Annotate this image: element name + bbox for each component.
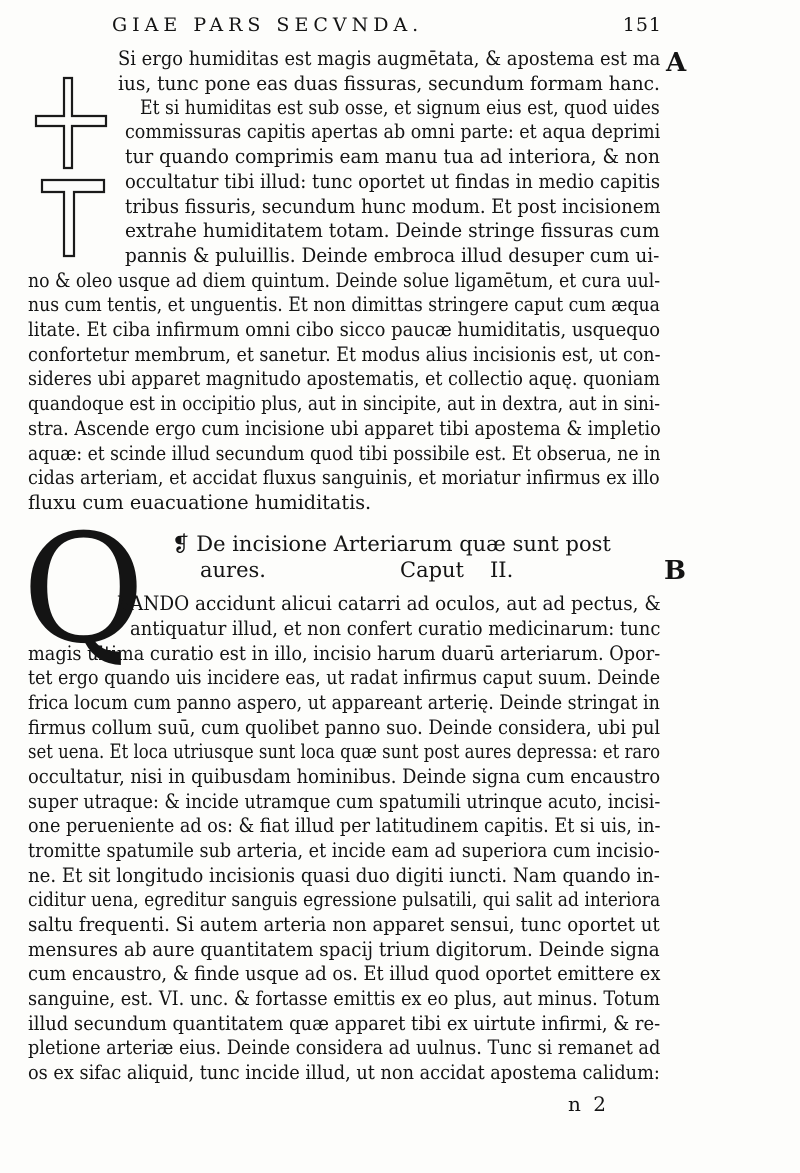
text-line: cidas arteriam, et accidat fluxus sanguinis, et moriatur infirmus ex illo bbox=[28, 466, 660, 489]
text-line: os ex sifac aliquid, tunc incide illud, ut non accidat apostema calidum: bbox=[28, 1061, 660, 1084]
margin-letter-b: B bbox=[664, 556, 686, 586]
incision-cross-diagrams bbox=[28, 68, 114, 268]
chapter-heading-line-1: ❡ De incisione Arteriarum quæ sunt post bbox=[172, 532, 611, 556]
text-line: confortetur membrum, et sanetur. Et modus alius incisionis est, ut con- bbox=[28, 343, 661, 366]
text-line: nus cum tentis, et unguentis. Et non dimittas stringere caput cum æqua bbox=[28, 293, 660, 316]
text-line: ne. Et sit longitudo incisionis quasi duo digiti iuncti. Nam quando in- bbox=[28, 864, 660, 887]
drop-cap-initial: Q bbox=[22, 503, 145, 677]
text-line: quandoque est in occipitio plus, aut in sincipite, aut in dextra, aut in sini- bbox=[28, 392, 661, 415]
chapter-number: II. bbox=[490, 558, 514, 582]
text-line: occultatur, nisi in quibusdam hominibus. Deinde signa cum encaustro bbox=[28, 765, 661, 788]
text-line: one perueniente ad os: & fiat illud per latitudinem capitis. Et si uis, in- bbox=[28, 814, 661, 837]
text-line: stra. Ascende ergo cum incisione ubi apparet tibi apostema & impletio bbox=[28, 417, 661, 440]
text-line: cum encaustro, & finde usque ad os. Et illud quod oportet emittere ex bbox=[28, 962, 661, 985]
cross-diagram-upper bbox=[36, 78, 106, 168]
text-line: tromitte spatumile sub arteria, et incide eam ad superiora cum incisio- bbox=[28, 839, 660, 862]
text-line: tet ergo quando uis incidere eas, ut radat infirmus caput suum. Deinde bbox=[28, 666, 661, 689]
text-line: saltu frequenti. Si autem arteria non apparet sensui, tunc oportet ut bbox=[28, 913, 660, 936]
text-line: Si ergo humiditas est magis augmētata, & apostema est ma bbox=[118, 47, 661, 70]
text-line: extrahe humiditatem totam. Deinde stringe fissuras cum bbox=[125, 219, 660, 242]
text-line: occultatur tibi illud: tunc oportet ut findas in medio capitis bbox=[125, 170, 661, 193]
text-line: sanguine, est. VI. unc. & fortasse emittis ex eo plus, aut minus. Totum bbox=[28, 987, 660, 1010]
text-line: VANDO accidunt alicui catarri ad oculos, aut ad pectus, & bbox=[118, 592, 661, 615]
running-head bbox=[112, 14, 662, 42]
text-line: tur quando comprimis eam manu tua ad interiora, & non bbox=[125, 145, 660, 168]
chapter-heading-line-2: aures. bbox=[200, 558, 266, 582]
running-head-title: GIAE PARS SECVNDA. bbox=[112, 14, 424, 36]
text-line: litate. Et ciba infirmum omni cibo sicco paucæ humiditatis, usquequo bbox=[28, 318, 661, 341]
text-line: Et si humiditas est sub osse, et signum eius est, quod uides bbox=[140, 96, 660, 119]
text-line: set uena. Et loca utriusque sunt loca quæ sunt post aures depressa: et raro bbox=[28, 740, 661, 763]
margin-letter-a: A bbox=[666, 48, 687, 78]
text-line: ciditur uena, egreditur sanguis egressione pulsatili, qui salit ad interiora bbox=[28, 888, 661, 911]
text-line: magis ultima curatio est in illo, incisio harum duarū arteriarum. Opor- bbox=[28, 642, 661, 665]
text-line: tribus fissuris, secundum hunc modum. Et post incisionem bbox=[125, 195, 661, 218]
text-line: aquæ: et scinde illud secundum quod tibi possibile est. Et obserua, ne in bbox=[28, 442, 661, 465]
text-line: super utraque: & incide utramque cum spatumili utrinque acuto, incisi- bbox=[28, 790, 661, 813]
text-line: illud secundum quantitatem quæ apparet tibi ex uirtute infirmi, & re- bbox=[28, 1012, 661, 1035]
catchword-signature: n 2 bbox=[568, 1092, 609, 1116]
text-line: firmus collum suū, cum quolibet panno suo. Deinde considera, ubi pul bbox=[28, 716, 661, 739]
text-line: sideres ubi apparet magnitudo apostematis, et collectio aquę. quoniam bbox=[28, 367, 660, 390]
text-line: commissuras capitis apertas ab omni parte: et aqua deprimi bbox=[125, 120, 661, 143]
text-line: ius, tunc pone eas duas fissuras, secundum formam hanc. bbox=[118, 72, 660, 95]
text-line: mensures ab aure quantitatem spacij trium digitorum. Deinde signa bbox=[28, 938, 660, 961]
cross-diagram-lower bbox=[42, 180, 104, 256]
text-line: antiquatur illud, et non confert curatio medicinarum: tunc bbox=[130, 617, 661, 640]
text-line: pannis & puluillis. Deinde embroca illud desuper cum ui- bbox=[125, 244, 660, 267]
page-number: 151 bbox=[622, 14, 662, 36]
text-line: pletione arteriæ eius. Deinde considera ad uulnus. Tunc si remanet ad bbox=[28, 1036, 661, 1059]
text-line: fluxu cum euacuatione humiditatis. bbox=[28, 491, 372, 514]
chapter-caput-label: Caput bbox=[400, 558, 464, 582]
text-line: no & oleo usque ad diem quintum. Deinde solue ligamētum, et cura uul- bbox=[28, 269, 661, 292]
text-line: frica locum cum panno aspero, ut appareant arterię. Deinde stringat in bbox=[28, 691, 660, 714]
